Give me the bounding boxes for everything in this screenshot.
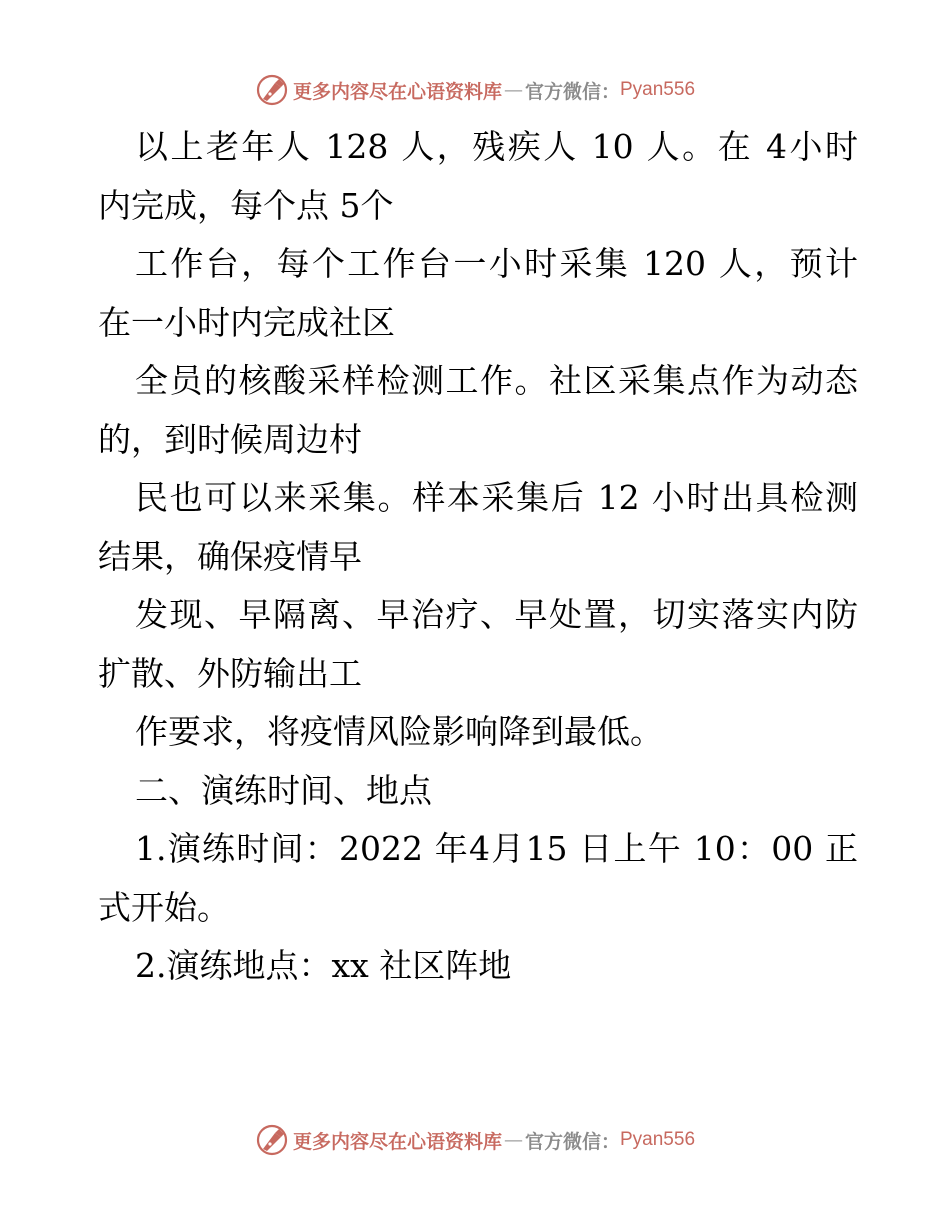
banner-official-label: 官方微信：: [524, 80, 620, 103]
pen-nib-logo-icon: [255, 73, 289, 107]
banner-site-name: 更多内容尽在心语资料库: [292, 80, 502, 103]
footer-banner: [0, 1120, 950, 1160]
banner-wechat-id: Pyan556: [620, 79, 696, 100]
body-line-3: 工作台，每个工作台一小时采集 120 人，预计: [135, 244, 858, 283]
body-line-14: 式开始。: [98, 887, 230, 927]
document-body: [98, 118, 858, 996]
body-line-13: 1.演练时间：2022 年4月15 日上午 10：00 正: [135, 829, 858, 868]
banner-dash: —: [503, 79, 523, 101]
body-line-6: 的，到时候周边村: [98, 419, 362, 459]
body-line-11: 作要求，将疫情风险影响降到最低。: [135, 712, 663, 751]
banner-site-name: 更多内容尽在心语资料库: [292, 1130, 502, 1153]
body-line-7: 民也可以来采集。样本采集后 12 小时出具检测: [135, 478, 858, 517]
section-heading: 二、演练时间、地点: [135, 770, 432, 810]
body-line-2: 内完成，每个点 5个: [98, 185, 394, 225]
body-line-5: 全员的核酸采样检测工作。社区采集点作为动态: [135, 361, 858, 400]
header-banner: [0, 70, 950, 110]
body-line-4: 在一小时内完成社区: [98, 302, 395, 342]
body-line-1: 以上老年人 128 人，残疾人 10 人。在 4小时: [135, 127, 858, 166]
banner-wechat-id: Pyan556: [620, 1129, 696, 1150]
pen-nib-logo-icon: [255, 1123, 289, 1157]
banner-official-label: 官方微信：: [524, 1130, 620, 1153]
body-line-8: 结果，确保疫情早: [98, 536, 362, 576]
body-line-10: 扩散、外防输出工: [98, 653, 362, 693]
banner-dash: —: [503, 1129, 523, 1151]
body-line-15: 2.演练地点：xx 社区阵地: [135, 946, 512, 985]
body-line-9: 发现、早隔离、早治疗、早处置，切实落实内防: [135, 595, 858, 634]
